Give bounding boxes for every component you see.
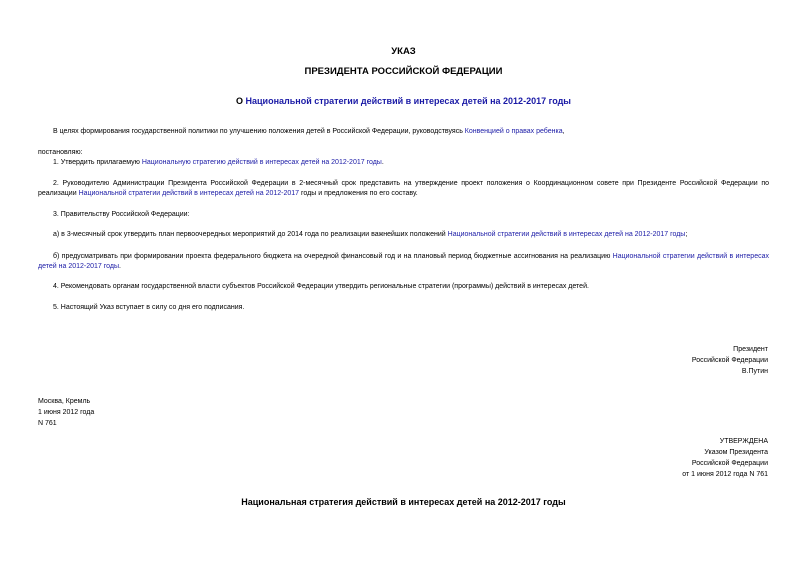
strategy-link-p3b[interactable]: Национальной стратегии действий в интересах детей на 2012-2017 годы bbox=[38, 253, 769, 270]
approved-date: от 1 июня 2012 года N 761 bbox=[682, 471, 768, 478]
paragraph-2: 2. Руководителю Администрации Президента Российской Федерации в 2-месячный срок представить на утверждение проект положения о Координационном совете при Президенте Российской Федерации по реализации Национальной стратегии действий в интересах детей на 2012-2017 годы и предложения по его составу. bbox=[38, 180, 769, 197]
approved-block bbox=[682, 436, 768, 480]
decree-title-prefix: О bbox=[235, 96, 246, 106]
intro-paragraph: В целях формирования государственной политики по улучшению положения детей в Российской Федерации, руководствуясь Конвенцией о правах ребенка, bbox=[53, 128, 565, 135]
decree-word: постановляю: bbox=[38, 149, 83, 156]
paragraph-3b: б) предусматривать при формировании проекта федерального бюджета на очередной финансовый год и на плановый период бюджетные ассигнования на реализацию Национальной стратегии действий в интересах детей на 2012-2017 годы. bbox=[38, 253, 769, 270]
signature-position: Президент bbox=[733, 346, 768, 353]
place: Москва, Кремль bbox=[38, 398, 91, 405]
approved-country: Российской Федерации bbox=[691, 460, 768, 467]
place-date-block bbox=[38, 396, 94, 429]
signature-country: Российской Федерации bbox=[691, 357, 768, 364]
strategy-link-p3a[interactable]: Национальной стратегии действий в интересах детей на 2012-2017 годы bbox=[447, 231, 686, 238]
convention-link[interactable]: Конвенцией о правах ребенка bbox=[464, 128, 563, 135]
strategy-link-p1[interactable]: Национальную стратегию действий в интересах детей на 2012-2017 годы bbox=[141, 159, 382, 166]
date: 1 июня 2012 года bbox=[38, 409, 95, 416]
decree-subheading: ПРЕЗИДЕНТА РОССИЙСКОЙ ФЕДЕРАЦИИ bbox=[304, 66, 503, 77]
paragraph-1: 1. Утвердить прилагаемую Национальную стратегию действий в интересах детей на 2012-2017 годы. bbox=[53, 159, 384, 166]
strategy-title: Национальная стратегия действий в интересах детей на 2012-2017 годы bbox=[241, 497, 566, 507]
paragraph-5: 5. Настоящий Указ вступает в силу со дня его подписания. bbox=[53, 304, 245, 311]
approved-label: УТВЕРЖДЕНА bbox=[719, 438, 768, 445]
decree-heading: УКАЗ bbox=[391, 46, 416, 57]
approved-by: Указом Президента bbox=[704, 449, 768, 456]
signature-block bbox=[692, 344, 768, 377]
strategy-link[interactable]: Национальной стратегии действий в интересах детей на 2012-2017 годы bbox=[245, 96, 571, 106]
paragraph-4: 4. Рекомендовать органам государственной власти субъектов Российской Федерации утвердить региональные стратегии (программы) действий в интересах детей. bbox=[53, 283, 589, 290]
decree-title bbox=[0, 96, 807, 106]
strategy-link-p2[interactable]: Национальной стратегии действий в интересах детей на 2012-2017 bbox=[78, 190, 300, 197]
signature-name: В.Путин bbox=[741, 368, 768, 375]
paragraph-3: 3. Правительству Российской Федерации: bbox=[53, 211, 190, 218]
decree-number: N 761 bbox=[38, 420, 57, 427]
paragraph-3a: а) в 3-месячный срок утвердить план первоочередных мероприятий до 2014 года по реализации важнейших положений Национальной стратегии действий в интересах детей на 2012-2017 годы; bbox=[53, 231, 688, 238]
